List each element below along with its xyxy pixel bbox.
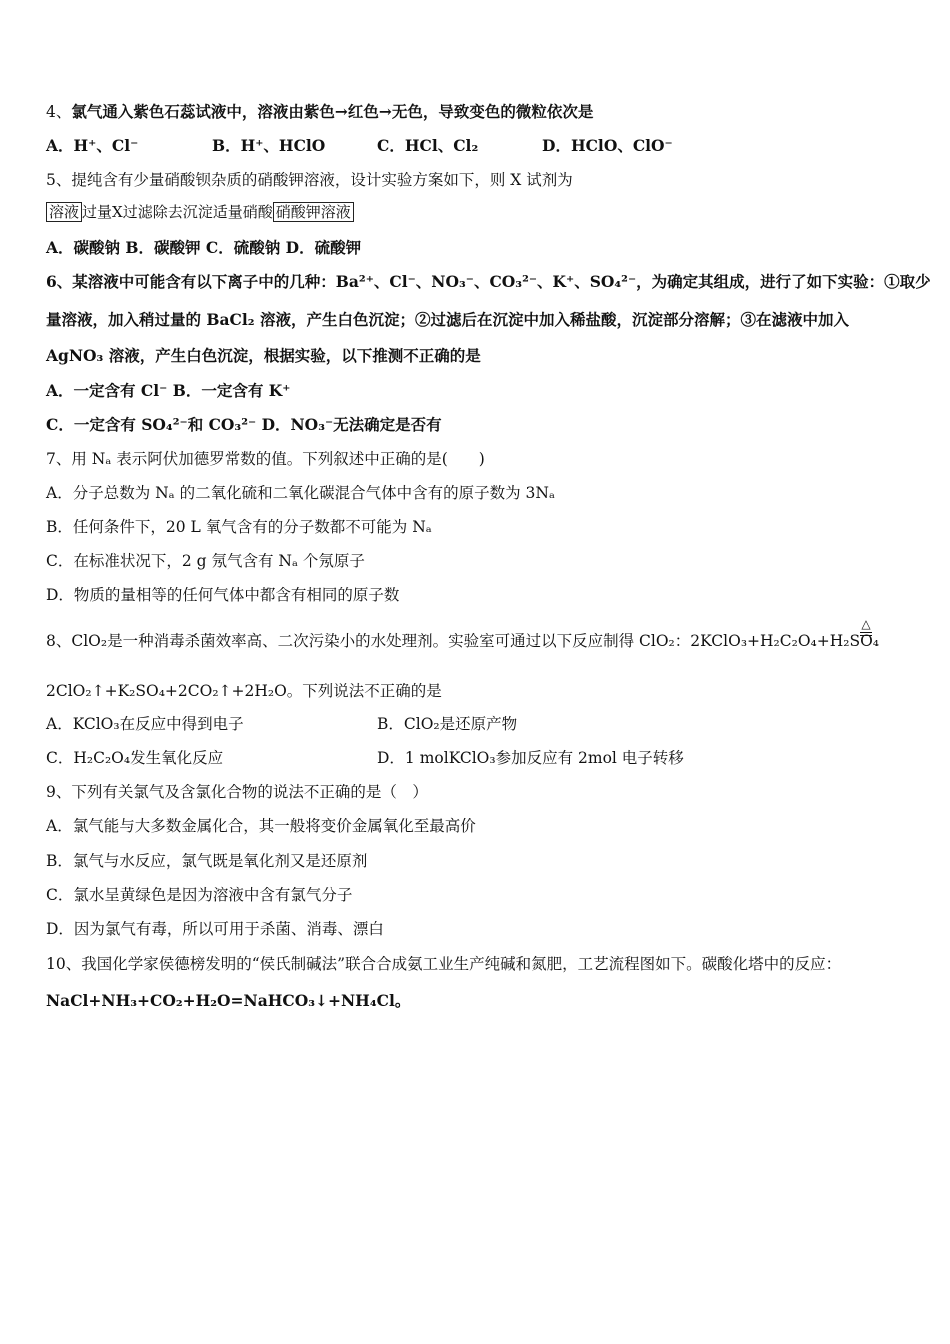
q8-heat-condition [860, 618, 872, 636]
q5-stem-text: 提纯含有少量硝酸钡杂质的硝酸钾溶液，设计实验方案如下，则 X 试剂为 [71, 171, 573, 189]
q7-stem: 7、用 Nₐ 表示阿伏加德罗常数的值。下列叙述中正确的是( ) [46, 450, 485, 468]
q8-option-a: A．KClO₃在反应中得到电子 [46, 715, 244, 733]
q4-option-d: D．HClO、ClO⁻ [542, 136, 673, 155]
q4-stem [46, 102, 593, 122]
q4-number: 4、 [46, 103, 72, 121]
q4-option-a: A．H⁺、Cl⁻ [46, 136, 139, 155]
q10-stem-line1: 10、我国化学家侯德榜发明的“侯氏制碱法”联合合成氨工业生产纯碱和氮肥，工艺流程图如下。碳酸化塔中的反应： [46, 955, 842, 973]
q5-number: 5、 [46, 171, 72, 189]
q9-stem: 9、下列有关氯气及含氯化合物的说法不正确的是（ ） [46, 783, 428, 801]
q5-options: A．碳酸钠 B．碳酸钾 C．硫酸钠 D．硫酸钾 [46, 238, 362, 257]
q6-options-cd: C．一定含有 SO₄²⁻和 CO₃²⁻ D．NO₃⁻无法确定是否有 [46, 415, 442, 434]
q4-option-b: B．H⁺、HClO [212, 136, 326, 155]
delta-symbol: △ [861, 617, 871, 631]
q9-option-b: B．氯气与水反应，氯气既是氧化剂又是还原剂 [46, 852, 368, 870]
flow-step-excess-x: 过量X [82, 203, 123, 221]
q7-option-a: A．分子总数为 Nₐ 的二氧化硫和二氧化碳混合气体中含有的原子数为 3Nₐ [46, 484, 555, 502]
q9-option-c: C．氯水呈黄绿色是因为溶液中含有氯气分子 [46, 886, 353, 904]
q6-stem-line3: AgNO₃ 溶液，产生白色沉淀，根据实验，以下推测不正确的是 [46, 346, 481, 365]
q9-option-d: D．因为氯气有毒，所以可用于杀菌、消毒、漂白 [46, 920, 384, 938]
q8-option-c: C．H₂C₂O₄发生氧化反应 [46, 749, 224, 767]
flow-box-kno3-solution: 硝酸钾溶液 [273, 202, 354, 222]
q9-option-a: A．氯气能与大多数金属化合，其一般将变价金属氧化至最高价 [46, 817, 476, 835]
q6-stem-line2: 量溶液，加入稍过量的 BaCl₂ 溶液，产生白色沉淀；②过滤后在沉淀中加入稀盐酸，沉淀部分溶解；③在滤液中加入 [46, 310, 849, 329]
q4-stem-text: 氯气通入紫色石蕊试液中，溶液由紫色→红色→无色，导致变色的微粒依次是 [71, 102, 594, 121]
flow-step-filter: 过滤 [122, 203, 153, 221]
flow-step-remove-precipitate: 除去沉淀 [152, 203, 213, 221]
q8-stem-line2: 2ClO₂↑+K₂SO₄+2CO₂↑+2H₂O。下列说法不正确的是 [46, 682, 442, 700]
equals-bar-top [860, 632, 872, 633]
q10-reaction-equation: NaCl+NH₃+CO₂+H₂O=NaHCO₃↓+NH₄Cl。 [46, 991, 411, 1010]
q7-option-d: D．物质的量相等的任何气体中都含有相同的原子数 [46, 586, 400, 604]
q5-flow-diagram [46, 202, 354, 222]
q8-stem-line1: 8、ClO₂是一种消毒杀菌效率高、二次污染小的水处理剂。实验室可通过以下反应制得 ClO₂：2KClO₃+H₂C₂O₄+H₂SO₄ [46, 632, 879, 650]
flow-box-solution: 溶液 [46, 202, 82, 222]
q8-option-d: D．1 molKClO₃参加反应有 2mol 电子转移 [377, 749, 684, 767]
q6-stem-line1: 6、某溶液中可能含有以下离子中的几种：Ba²⁺、Cl⁻、NO₃⁻、CO₃²⁻、K⁺、SO₄²⁻，为确定其组成，进行了如下实验：①取少 [46, 272, 931, 291]
q5-stem [46, 170, 573, 190]
q7-option-b: B．任何条件下，20 L 氧气含有的分子数都不可能为 Nₐ [46, 518, 432, 536]
equals-bar-bottom [860, 635, 872, 636]
q6-options-ab: A．一定含有 Cl⁻ B．一定含有 K⁺ [46, 381, 291, 400]
q7-option-c: C．在标准状况下，2 g 氖气含有 Nₐ 个氖原子 [46, 552, 365, 570]
flow-step-nitric-acid: 适量硝酸 [212, 203, 273, 221]
q4-option-c: C．HCl、Cl₂ [377, 136, 479, 155]
q8-option-b: B．ClO₂是还原产物 [377, 715, 518, 733]
